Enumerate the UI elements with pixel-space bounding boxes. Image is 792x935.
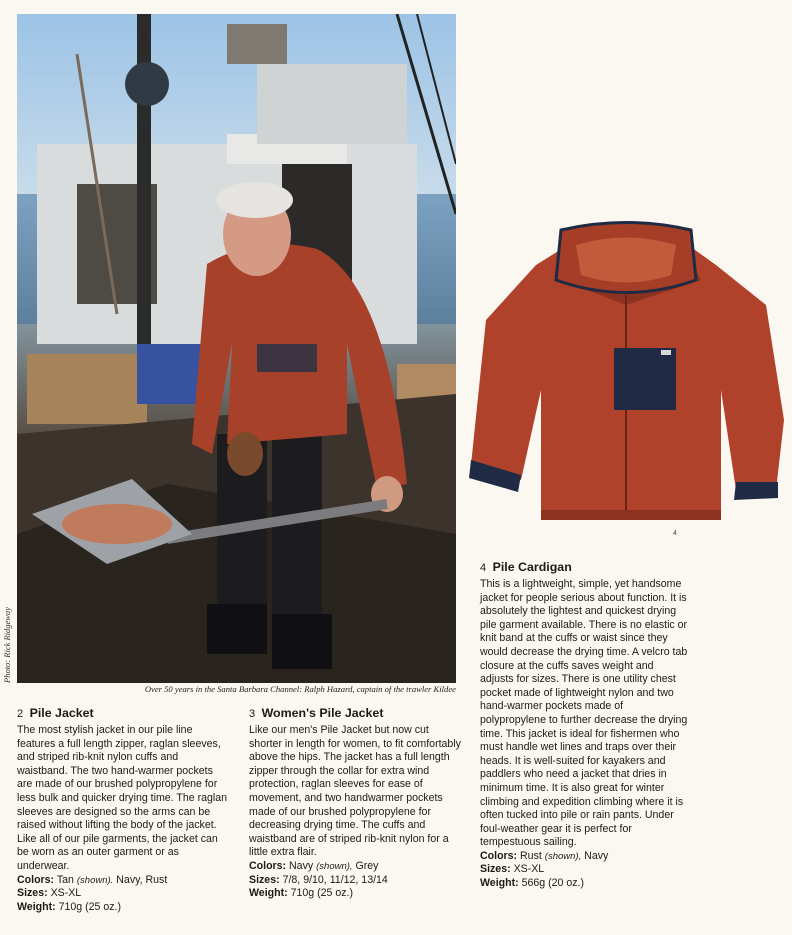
colors-shown: Tan [56, 873, 74, 886]
product-weight [249, 887, 461, 901]
weight-label: Weight: [249, 887, 288, 900]
product-pile-cardigan [480, 560, 690, 891]
pile-cardigan-photo [466, 220, 788, 540]
product-sizes [249, 874, 461, 888]
product-heading [17, 706, 229, 722]
fisherman-photo [17, 14, 456, 683]
product-heading [249, 706, 461, 722]
sizes-label: Sizes: [17, 887, 48, 900]
product-weight [480, 877, 690, 891]
shown-tag: (shown), [544, 850, 582, 862]
sizes-value: XS-XL [50, 887, 82, 900]
product-weight [17, 901, 229, 915]
weight-value: 710g (25 oz.) [290, 887, 354, 900]
product-description: This is a lightweight, simple, yet handsome jacket for people serious about function. It is absolutely the lightest and quickest drying pile garment available. There is no elastic or knit band at the cuffs or waist since they would decrease the drying time. A velcro tab closure at the cuffs saves weight and adjusts for sizes. There is one utility chest pocket made of lightweight nylon and two hand-warmer pockets made of polypropylene to further decrease the drying time. This jacket is ideal for fishermen who must handle wet lines and traps over their heads. It is well-suited for kayakers and paddlers who need a jacket that dries in minimum time. It is also great for winter climbing and expedition climbing where it is often tucked into pile or rain pants. Under foul-weather gear it is perfect for tempestuous sailing. [480, 578, 688, 849]
colors-label: Colors: [480, 849, 518, 862]
colors-label: Colors: [17, 873, 55, 886]
product-description: Like our men's Pile Jacket but now cut shorter in length for women, to fit comfortably above the hips. The jacket has a full length zipper through the collar for extra wind protection, raglan sleeves for ease of movement, and two handwarmer pockets made of our brushed polypropylene for decreasing drying time. The cuffs and waistband are of striped rib-knit nylon for a little extra flair. [249, 724, 461, 859]
cardigan-illustration [466, 220, 788, 540]
fisherman-illustration [17, 14, 456, 683]
colors-rest: Navy [584, 849, 609, 862]
product-colors [17, 874, 229, 888]
product-pile-jacket [17, 706, 229, 914]
sizes-value: XS-XL [513, 863, 545, 876]
product-number: 2 [17, 708, 24, 720]
weight-label: Weight: [480, 877, 519, 890]
shown-tag: (shown), [316, 860, 353, 872]
sizes-label: Sizes: [480, 863, 511, 876]
photo-credit: Photo: Rick Ridgeway [2, 606, 12, 683]
product-colors [480, 850, 690, 864]
colors-rest: Navy, Rust [116, 873, 168, 886]
product-sizes [480, 863, 690, 877]
colors-label: Colors: [249, 859, 287, 872]
weight-value: 710g (25 oz.) [58, 900, 122, 913]
photo-caption: Over 50 years in the Santa Barbara Channel: Ralph Hazard, captain of the trawler Kildee [144, 684, 456, 694]
product-sizes [17, 887, 229, 901]
product-photo-number: 4 [673, 530, 677, 537]
weight-value: 566g (20 oz.) [521, 877, 585, 890]
colors-shown: Rust [520, 849, 542, 862]
product-name: Pile Cardigan [492, 560, 572, 574]
product-heading [480, 560, 690, 576]
colors-rest: Grey [355, 859, 379, 872]
product-number: 4 [480, 562, 487, 574]
product-womens-pile-jacket [249, 706, 461, 901]
product-name: Women's Pile Jacket [261, 706, 384, 720]
colors-shown: Navy [289, 859, 314, 872]
product-colors [249, 860, 461, 874]
product-number: 3 [249, 708, 256, 720]
shown-tag: (shown). [76, 874, 114, 886]
product-name: Pile Jacket [29, 706, 94, 720]
sizes-label: Sizes: [249, 873, 280, 886]
weight-label: Weight: [17, 900, 56, 913]
product-description: The most stylish jacket in our pile line features a full length zipper, raglan sleeves, and striped rib-knit nylon cuffs and waistband. The two hand-warmer pockets are made of our brushed polypropylene for less bulk and quicker drying time. The raglan sleeves are designed so the arms can be raised without lifting the body of the jacket. Like all of our pile garments, the jacket can be worn as an outer garment or as underwear. [17, 724, 228, 872]
sizes-value: 7/8, 9/10, 11/12, 13/14 [282, 873, 388, 886]
